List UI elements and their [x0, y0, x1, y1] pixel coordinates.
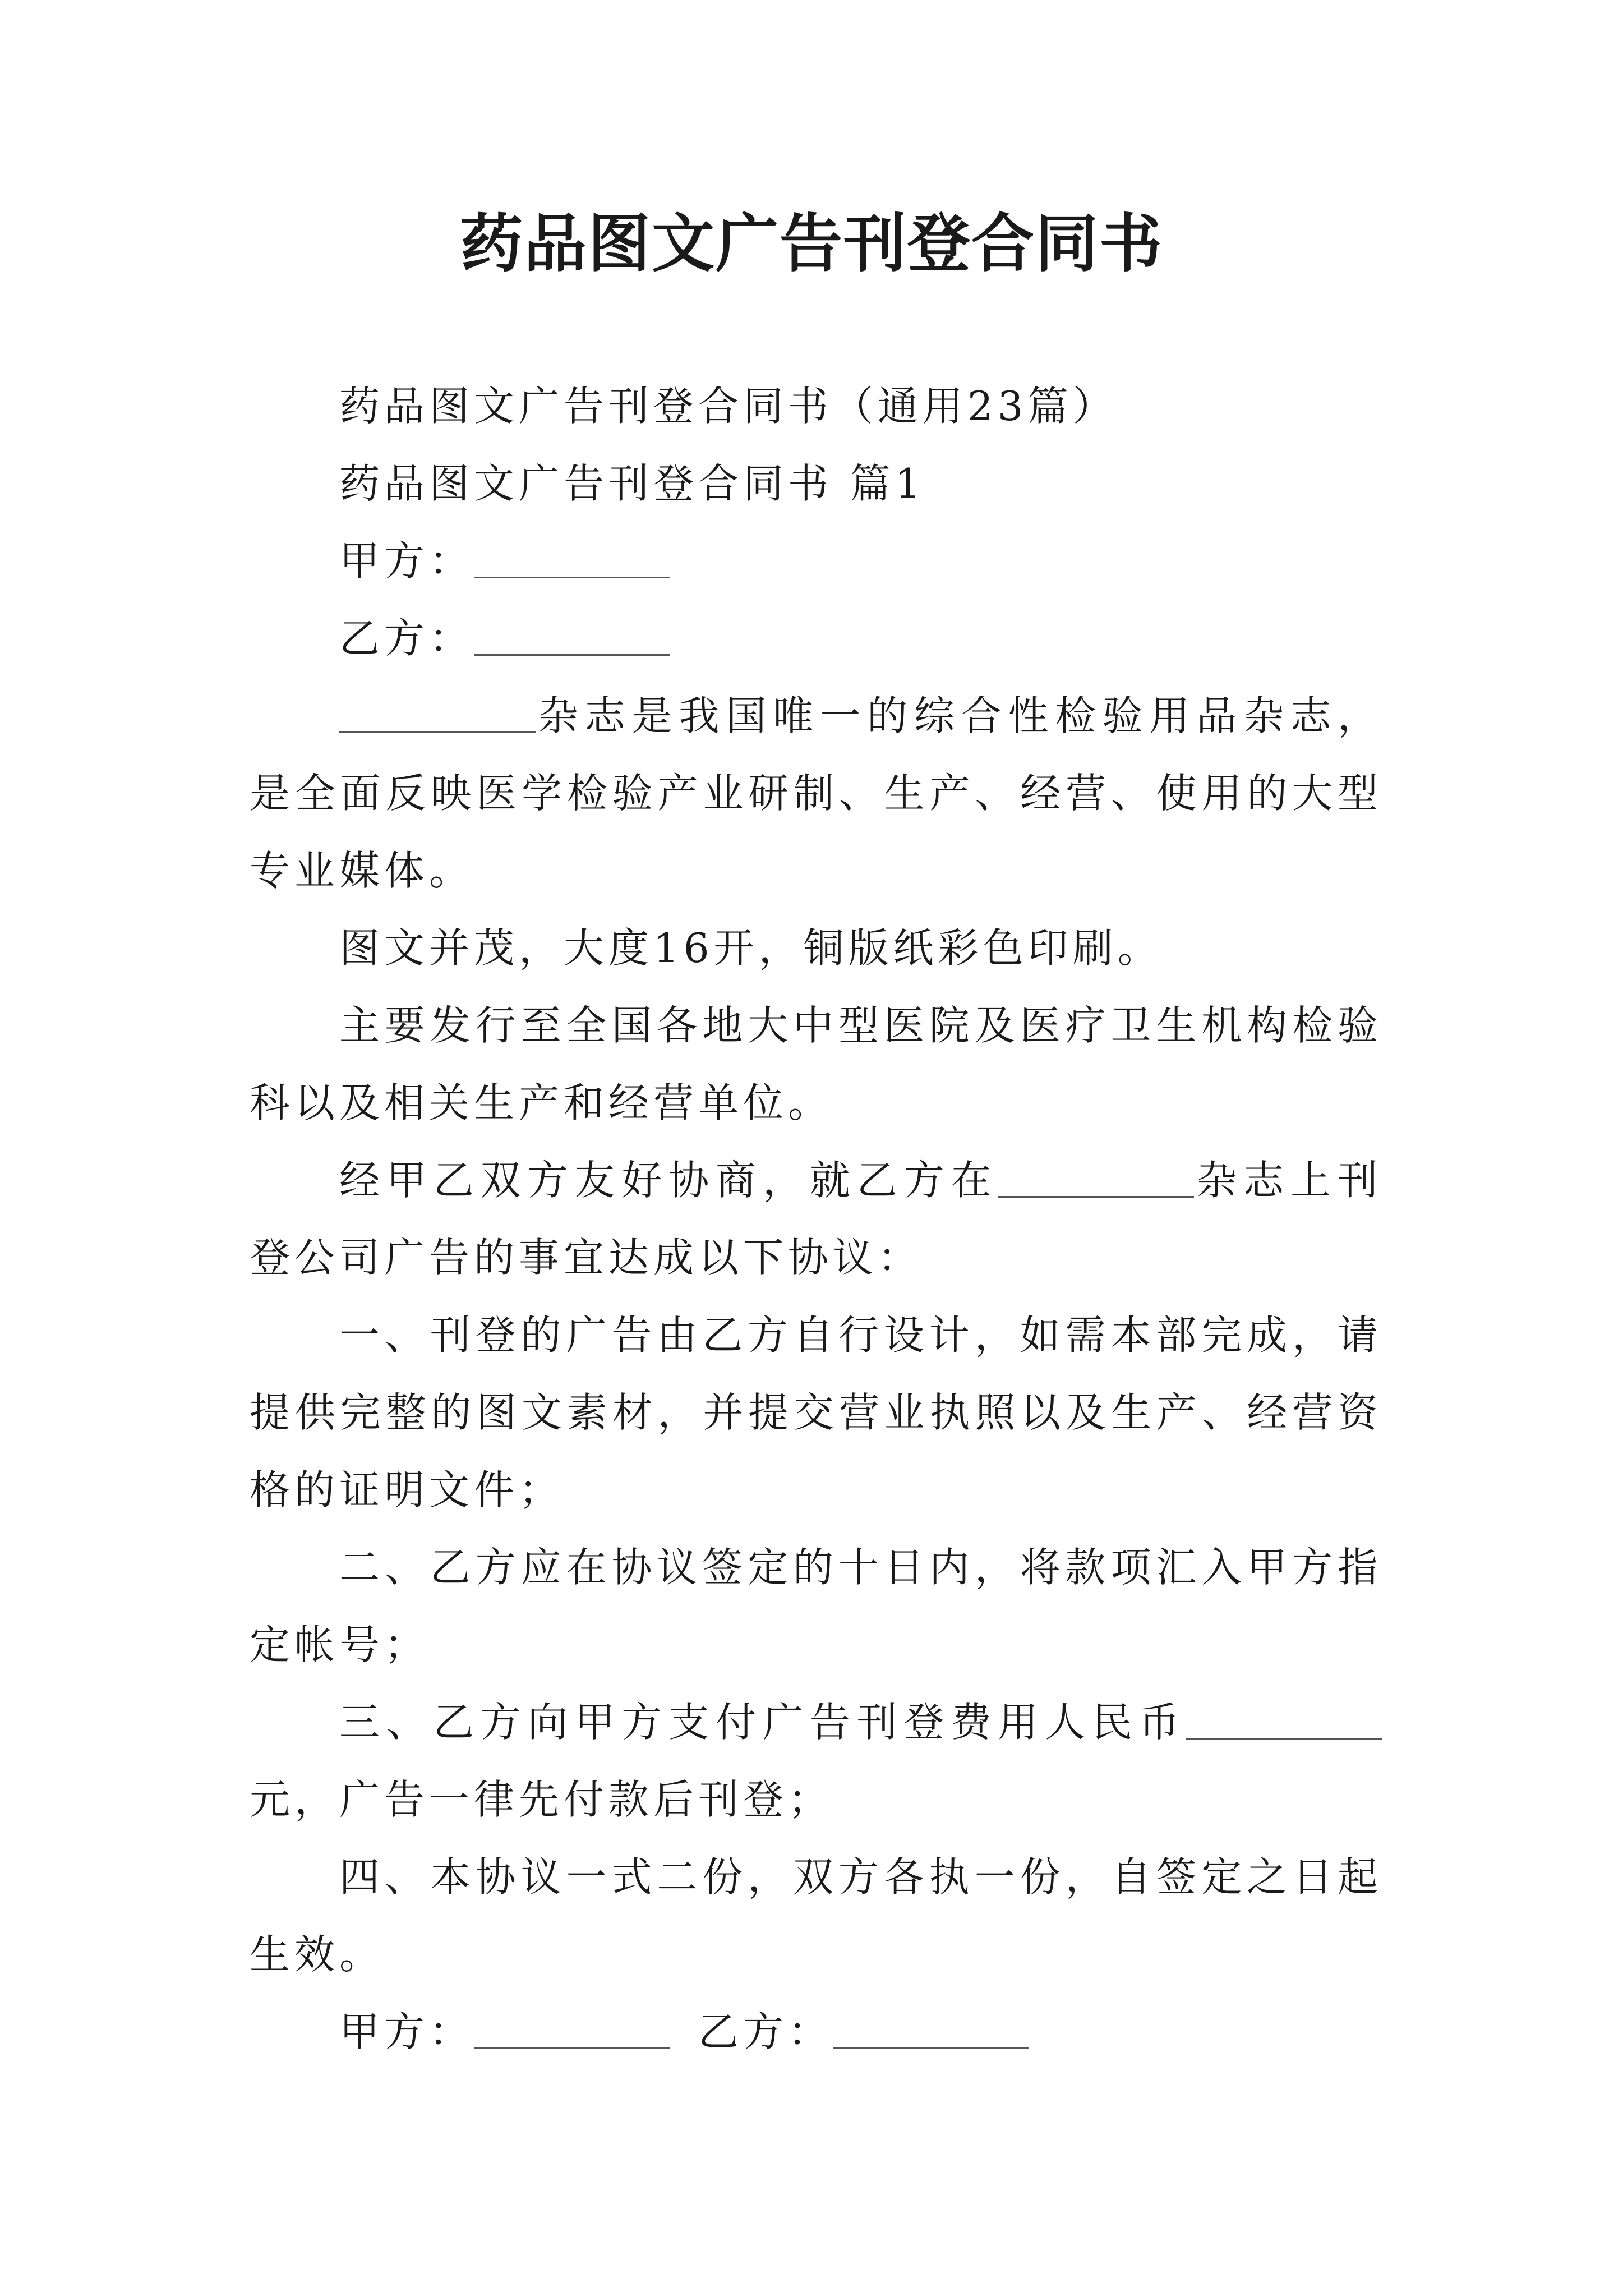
document-title: 药品图文广告刊登合同书 — [460, 207, 1163, 280]
signature-line — [250, 1993, 1382, 2070]
party-b-blank — [474, 609, 670, 656]
sign-party-b-blank — [833, 2003, 1029, 2049]
fee-amount-blank — [1186, 1693, 1382, 1740]
agreement-paragraph — [250, 1142, 1382, 1296]
chapter-heading: 药品图文广告刊登合同书 篇1 — [339, 460, 925, 507]
agreement-pre: 经甲乙双方友好协商，就乙方在 — [339, 1157, 998, 1204]
clause-2: 二、乙方应在协议签定的十日内，将款项汇入甲方指定帐号； — [250, 1544, 1382, 1668]
document-body — [250, 367, 1382, 2070]
party-b-label: 乙方： — [339, 615, 474, 662]
spec-paragraph: 图文并茂，大度16开，铜版纸彩色印刷。 — [339, 924, 1163, 972]
magazine-name-blank — [339, 687, 536, 733]
party-b-line — [250, 600, 1382, 677]
party-a-blank — [474, 532, 670, 578]
party-a-label: 甲方： — [339, 537, 474, 585]
clause-4: 四、本协议一式二份，双方各执一份，自签定之日起生效。 — [250, 1853, 1382, 1978]
clause-3-pre: 三、乙方向甲方支付广告刊登费用人民币 — [339, 1699, 1186, 1746]
document-subtitle: 药品图文广告刊登合同书（通用23篇） — [339, 383, 1118, 430]
clause-3 — [250, 1683, 1382, 1838]
clause-3-post: 元，广告一律先付款后刊登； — [250, 1776, 833, 1823]
distribution-paragraph: 主要发行至全国各地大中型医院及医疗卫生机构检验科以及相关生产和经营单位。 — [250, 1002, 1382, 1126]
sign-party-a-label: 甲方： — [339, 2008, 474, 2055]
intro-paragraph — [250, 677, 1382, 909]
intro-text: 杂志是我国唯一的综合性检验用品杂志，是全面反映医学检验产业研制、生产、经营、使用的大型专业媒体。 — [250, 692, 1382, 894]
sign-party-b-label: 乙方： — [698, 2008, 833, 2055]
clause-1: 一、刊登的广告由乙方自行设计，如需本部完成，请提供完整的图文素材，并提交营业执照以及生产、经营资格的证明文件； — [250, 1312, 1382, 1513]
agreement-magazine-blank — [998, 1151, 1194, 1198]
party-a-line — [250, 522, 1382, 600]
sign-party-a-blank — [474, 2003, 670, 2049]
agreement-post: 杂志上刊登公司广告的事宜达成以下协议： — [250, 1157, 1382, 1281]
